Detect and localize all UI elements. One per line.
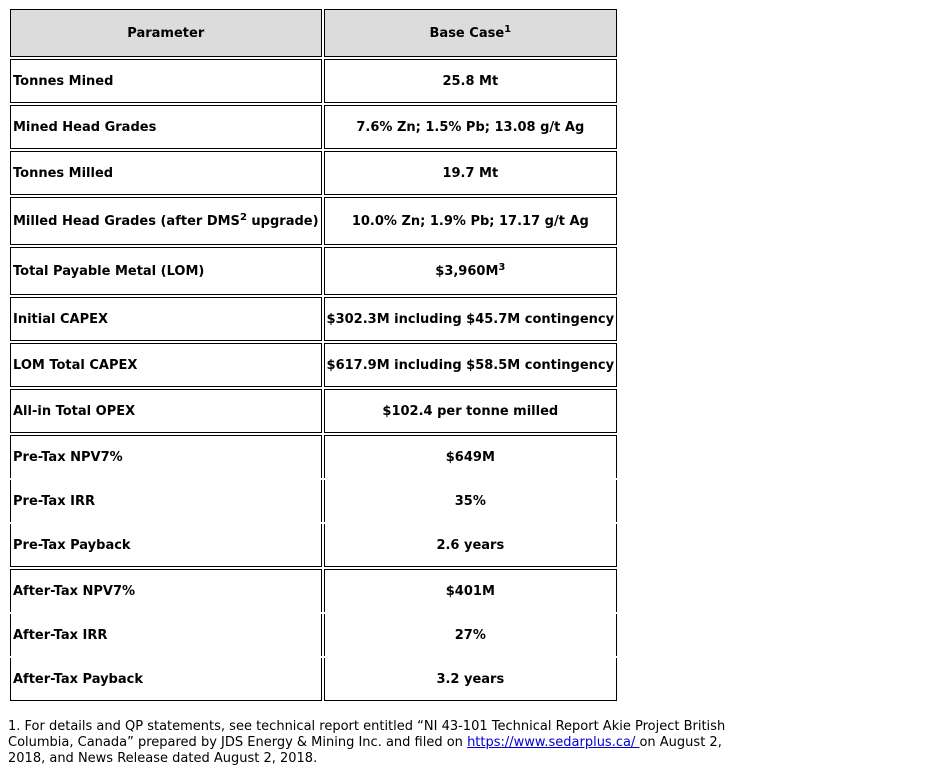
row-label: LOM Total CAPEX <box>10 343 322 387</box>
row-value <box>324 247 618 295</box>
table-row-total-payable-metal <box>10 247 617 295</box>
table-row-tonnes-mined <box>10 59 617 103</box>
footnote <box>8 719 748 767</box>
table-row-tonnes-milled <box>10 151 617 195</box>
table-row-milled-head-grades <box>10 197 617 245</box>
row-value: 19.7 Mt <box>324 151 618 195</box>
table-row-lom-total-capex <box>10 343 617 387</box>
sedarplus-link[interactable]: https://www.sedarplus.ca/ <box>467 735 640 750</box>
table-row-pre-tax-payback <box>10 524 617 567</box>
base-case-table <box>8 7 619 703</box>
table-row-initial-capex <box>10 297 617 341</box>
row-value: $401M <box>324 569 618 612</box>
row-label: Pre-Tax Payback <box>10 524 322 567</box>
footnote-ref-2: 2 <box>239 211 247 223</box>
row-label: All-in Total OPEX <box>10 389 322 433</box>
row-label: Total Payable Metal (LOM) <box>10 247 322 295</box>
row-label: Pre-Tax NPV7% <box>10 435 322 478</box>
header-base-case <box>324 9 618 57</box>
row-value: $649M <box>324 435 618 478</box>
row-label: Pre-Tax IRR <box>10 480 322 522</box>
footnote-text-before: 1. For details and QP statements, see technical report entitled “NI 43-101 Technical Report Akie Project British Columbia, Canada” prepared by JDS Energy & Mining Inc. and filed on <box>8 719 726 750</box>
table-row-after-tax-payback <box>10 658 617 701</box>
row-value: $617.9M including $58.5M contingency <box>324 343 618 387</box>
row-value: 3.2 years <box>324 658 618 701</box>
row-label: Tonnes Milled <box>10 151 322 195</box>
row-value: 10.0% Zn; 1.9% Pb; 17.17 g/t Ag <box>324 197 618 245</box>
row-label-pre: Milled Head Grades (after DMS <box>13 213 240 229</box>
table-row-mined-head-grades <box>10 105 617 149</box>
row-value: 7.6% Zn; 1.5% Pb; 13.08 g/t Ag <box>324 105 618 149</box>
row-value: 2.6 years <box>324 524 618 567</box>
header-parameter: Parameter <box>10 9 322 57</box>
table-row-after-tax-irr <box>10 614 617 656</box>
row-label: After-Tax Payback <box>10 658 322 701</box>
table-row-all-in-total-opex <box>10 389 617 433</box>
row-label <box>10 197 322 245</box>
row-value-text: $3,960M <box>435 263 499 279</box>
row-value: $302.3M including $45.7M contingency <box>324 297 618 341</box>
table-row-pre-tax-npv <box>10 435 617 478</box>
row-label-post: upgrade) <box>246 213 319 229</box>
row-label: After-Tax IRR <box>10 614 322 656</box>
table-header-row <box>10 9 617 57</box>
row-label: Initial CAPEX <box>10 297 322 341</box>
header-base-case-text: Base Case <box>429 25 505 41</box>
row-value: 25.8 Mt <box>324 59 618 103</box>
row-value: 35% <box>324 480 618 522</box>
row-value: 27% <box>324 614 618 656</box>
row-value: $102.4 per tonne milled <box>324 389 618 433</box>
footnote-ref-1: 1 <box>504 23 512 35</box>
row-label: Mined Head Grades <box>10 105 322 149</box>
table-row-pre-tax-irr <box>10 480 617 522</box>
row-label: Tonnes Mined <box>10 59 322 103</box>
table-row-after-tax-npv <box>10 569 617 612</box>
row-label: After-Tax NPV7% <box>10 569 322 612</box>
footnote-ref-3: 3 <box>498 261 506 273</box>
footnote-text-after: on August 2, 2018, and News Release dated August 2, 2018. <box>8 735 722 766</box>
